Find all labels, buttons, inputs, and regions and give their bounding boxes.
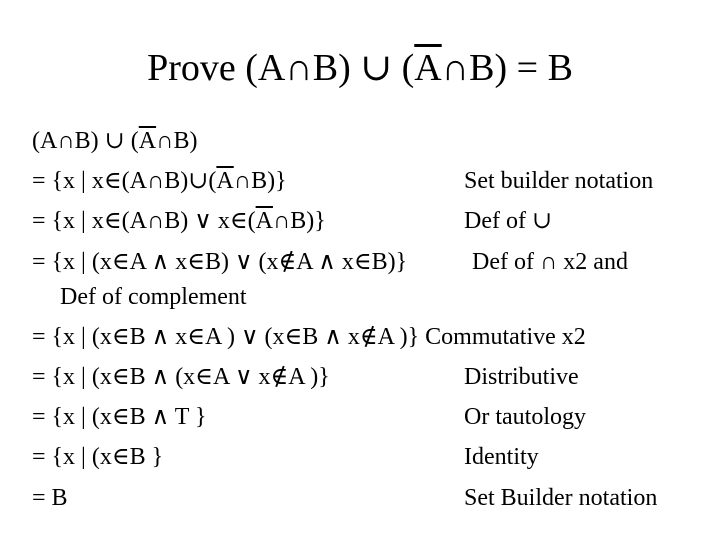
proof-step-or-tautology: = {x | (x∈B ∧ T } bbox=[32, 404, 207, 430]
step-text: (A∩B) ∪ ( bbox=[32, 128, 139, 154]
step-text: = {x | x∈(A∩B) ∨ x∈( bbox=[32, 208, 256, 234]
slide-title bbox=[0, 44, 720, 92]
justification-def-union: Def of ∪ bbox=[464, 208, 553, 234]
complement-a: $\overline{A}$ bbox=[216, 168, 234, 194]
proof-step-expression bbox=[32, 126, 197, 156]
justification-or-tautology: Or tautology bbox=[464, 404, 586, 430]
justification-distributive: Distributive bbox=[464, 364, 579, 390]
step-text-end: ∩B)} bbox=[272, 208, 326, 234]
title-prefix: Prove (A∩B) ∪ ( bbox=[147, 47, 415, 89]
proof-step-commutative: = {x | (x∈B ∧ x∈A ) ∨ (x∈B ∧ x∉A )} Commutative x2 bbox=[32, 324, 586, 350]
proof-step-identity: = {x | (x∈B } bbox=[32, 444, 164, 470]
justification-def-intersection: Def of ∩ x2 and bbox=[472, 249, 628, 275]
justification-set-builder-final: Set Builder notation bbox=[464, 485, 658, 511]
title-complement: $\overline{A}$ bbox=[414, 47, 442, 89]
justification-set-builder: Set builder notation bbox=[464, 168, 654, 194]
step-text-end: ∩B) bbox=[156, 128, 198, 154]
proof-step-def-intersection: = {x | (x∈A ∧ x∈B) ∨ (x∉A ∧ x∈B)} bbox=[32, 249, 408, 275]
proof-step-result: = B bbox=[32, 485, 68, 511]
proof-step-distributive: = {x | (x∈B ∧ (x∈A ∨ x∉A )} bbox=[32, 364, 330, 390]
title-suffix: ∩B) = B bbox=[441, 47, 573, 89]
step-text-end: ∩B)} bbox=[233, 168, 287, 194]
proof-step-set-builder bbox=[32, 166, 287, 196]
complement-a: $\overline{A}$ bbox=[255, 208, 273, 234]
proof-step-def-union bbox=[32, 206, 326, 236]
complement-a: $\overline{A}$ bbox=[138, 128, 157, 154]
justification-identity: Identity bbox=[464, 444, 539, 470]
justification-def-complement: Def of complement bbox=[60, 284, 247, 310]
step-text: = {x | x∈(A∩B)∪( bbox=[32, 168, 217, 194]
